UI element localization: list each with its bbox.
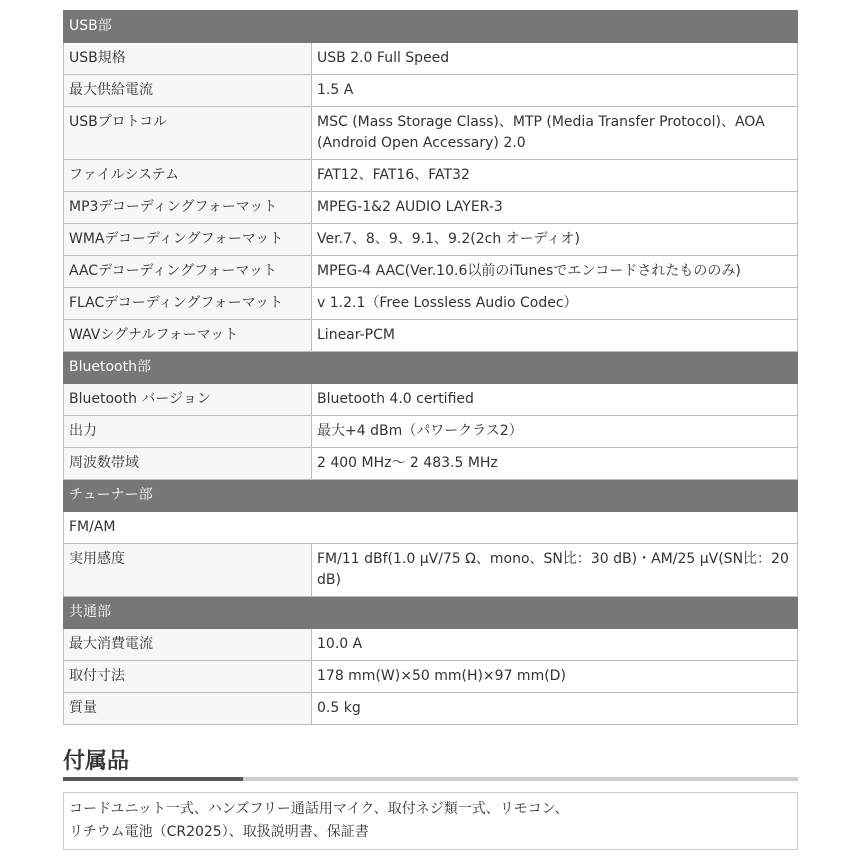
accessories-heading: 付属品	[63, 749, 130, 774]
row-label: FM/AM	[64, 512, 798, 544]
row-label: WMAデコーディングフォーマット	[64, 224, 312, 256]
row-label: ファイルシステム	[64, 160, 312, 192]
row-label: Bluetooth バージョン	[64, 384, 312, 416]
table-row	[64, 43, 798, 75]
row-label: 出力	[64, 416, 312, 448]
spec-table	[63, 10, 798, 725]
section-title: Bluetooth部	[64, 352, 798, 384]
table-row	[64, 512, 798, 544]
row-value: FAT12、FAT16、FAT32	[312, 160, 798, 192]
row-value: 10.0 A	[312, 629, 798, 661]
section-title: USB部	[64, 11, 798, 43]
accessories-line: リチウム電池（CR2025）、取扱説明書、保証書	[69, 824, 369, 840]
table-row	[64, 320, 798, 352]
row-value: 1.5 A	[312, 75, 798, 107]
row-value: 178 mm(W)×50 mm(H)×97 mm(D)	[312, 661, 798, 693]
row-label: USBプロトコル	[64, 107, 312, 160]
table-row	[64, 448, 798, 480]
table-row	[64, 693, 798, 725]
accessories-box	[63, 792, 798, 850]
row-value: 0.5 kg	[312, 693, 798, 725]
section-header-row	[64, 11, 798, 43]
row-label: 実用感度	[64, 544, 312, 597]
row-label: 最大消費電流	[64, 629, 312, 661]
section-header-row	[64, 597, 798, 629]
table-row	[64, 629, 798, 661]
row-value: MPEG-1&2 AUDIO LAYER-3	[312, 192, 798, 224]
row-value: USB 2.0 Full Speed	[312, 43, 798, 75]
table-row	[64, 192, 798, 224]
row-label: 取付寸法	[64, 661, 312, 693]
row-label: FLACデコーディングフォーマット	[64, 288, 312, 320]
row-label: 周波数帯域	[64, 448, 312, 480]
accessories-line: コードユニット一式、ハンズフリー通話用マイク、取付ネジ類一式、リモコン、	[69, 801, 569, 817]
table-row	[64, 75, 798, 107]
row-value: Ver.7、8、9、9.1、9.2(2ch オーディオ)	[312, 224, 798, 256]
row-value: MPEG-4 AAC(Ver.10.6以前のiTunesでエンコードされたもののみ)	[312, 256, 798, 288]
table-row	[64, 416, 798, 448]
row-value: FM/11 dBf(1.0 µV/75 Ω、mono、SN比：30 dB)・AM/25 µV(SN比：20 dB)	[312, 544, 798, 597]
row-value: Bluetooth 4.0 certified	[312, 384, 798, 416]
row-label: 質量	[64, 693, 312, 725]
section-title: チューナー部	[64, 480, 798, 512]
section-header-row	[64, 352, 798, 384]
row-value: MSC (Mass Storage Class)、MTP (Media Transfer Protocol)、AOA (Android Open Accessary) 2.0	[312, 107, 798, 160]
table-row	[64, 288, 798, 320]
row-value: 最大+4 dBm（パワークラス2）	[312, 416, 798, 448]
table-row	[64, 661, 798, 693]
table-row	[64, 384, 798, 416]
table-row	[64, 544, 798, 597]
row-label: MP3デコーディングフォーマット	[64, 192, 312, 224]
section-header-row	[64, 480, 798, 512]
row-label: WAVシグナルフォーマット	[64, 320, 312, 352]
heading-underline	[63, 777, 798, 781]
row-value: v 1.2.1（Free Lossless Audio Codec）	[312, 288, 798, 320]
row-label: 最大供給電流	[64, 75, 312, 107]
row-label: USB規格	[64, 43, 312, 75]
table-row	[64, 224, 798, 256]
row-value: 2 400 MHz～ 2 483.5 MHz	[312, 448, 798, 480]
table-row	[64, 256, 798, 288]
table-row	[64, 160, 798, 192]
row-value: Linear-PCM	[312, 320, 798, 352]
row-label: AACデコーディングフォーマット	[64, 256, 312, 288]
section-title: 共通部	[64, 597, 798, 629]
table-row	[64, 107, 798, 160]
